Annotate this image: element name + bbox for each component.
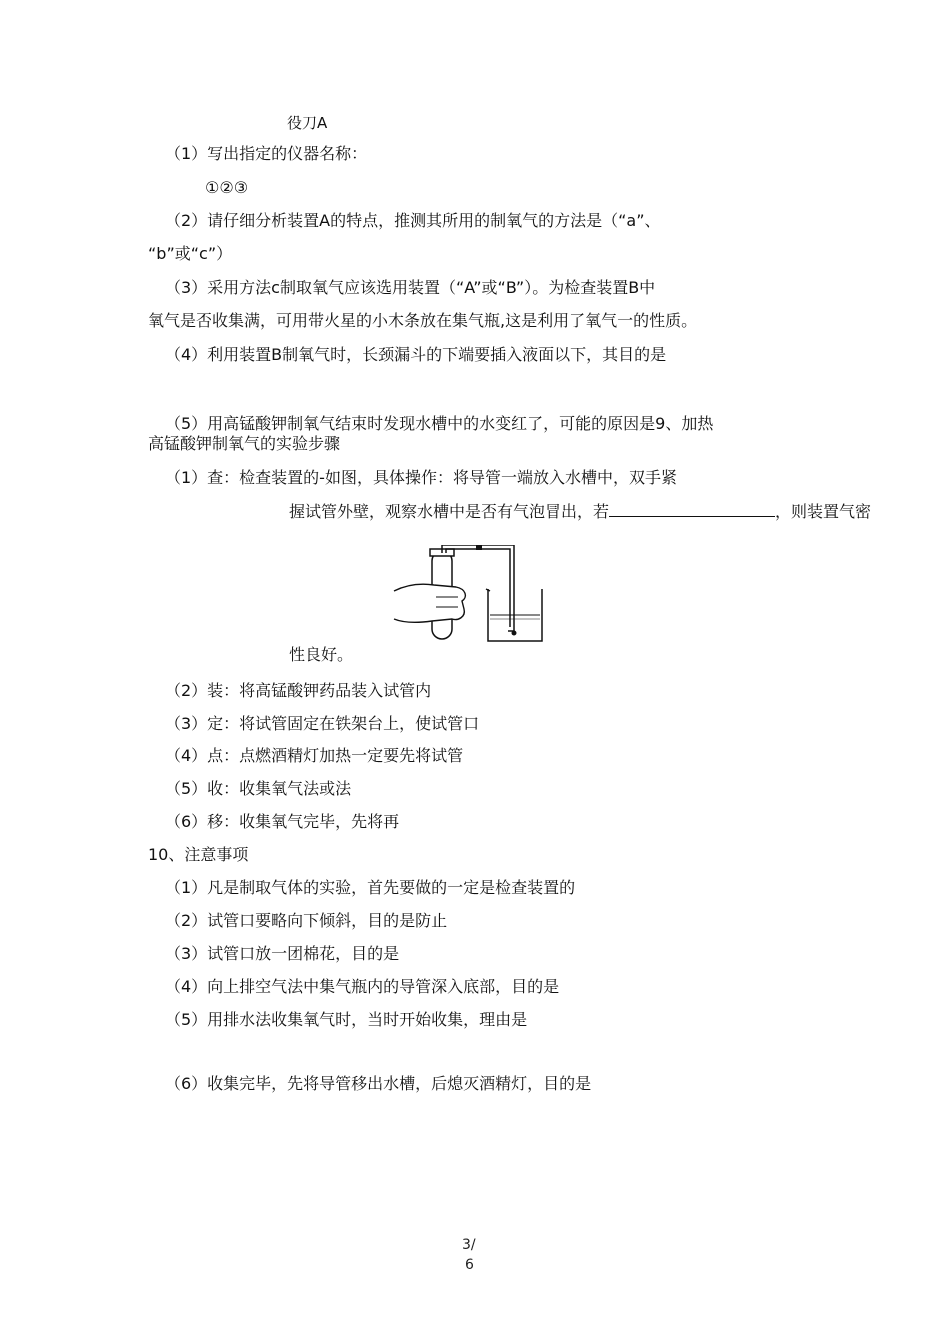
- step-line: （2）装：将高锰酸钾药品装入试管内: [165, 681, 432, 700]
- question-line: “b”或“c”）: [148, 244, 233, 263]
- step-line: （5）收：收集氧气法或法: [165, 779, 352, 798]
- airtightness-check-figure: [392, 545, 550, 645]
- question-line: （3）采用方法c制取氧气应该选用装置（“A”或“B”）。为检查装置B中: [165, 278, 656, 297]
- question-line: （2）请仔细分析装置A的特点，推测其所用的制氧气的方法是（“a”、: [165, 211, 661, 230]
- step-line: （1）查：检查装置的-如图，具体操作：将导管一端放入水槽中，双手紧: [165, 468, 677, 487]
- figure-caption: 役刀A: [287, 114, 328, 132]
- note-line: （4）向上排空气法中集气瓶内的导管深入底部，目的是: [165, 977, 560, 996]
- question-line: 氧气是否收集满，可用带火星的小木条放在集气瓶,这是利用了氧气一的性质。: [148, 311, 698, 330]
- note-line: （2）试管口要略向下倾斜，目的是防止: [165, 911, 448, 930]
- section-heading: 10、注意事项: [148, 845, 249, 864]
- step-line: 性良好。: [289, 645, 354, 664]
- step-text-tail: ，则装置气密: [775, 502, 872, 521]
- question-line: ①②③: [205, 178, 249, 197]
- step-text: 握试管外壁，观察水槽中是否有气泡冒出，若: [289, 502, 610, 521]
- question-line: （1）写出指定的仪器名称：: [165, 144, 368, 163]
- question-line: （4）利用装置B制氧气时，长颈漏斗的下端要插入液面以下，其目的是: [165, 345, 667, 364]
- step-line: （4）点：点燃酒精灯加热一定要先将试管: [165, 746, 464, 765]
- question-line: 高锰酸钾制氧气的实验步骤: [148, 434, 341, 453]
- step-line-with-blank: [289, 502, 871, 522]
- page-number-bottom: 6: [465, 1257, 474, 1273]
- fill-in-blank: [609, 502, 775, 517]
- note-line: （3）试管口放一团棉花，目的是: [165, 944, 400, 963]
- page-number-top: 3/: [462, 1237, 476, 1253]
- note-line: （1）凡是制取气体的实验，首先要做的一定是检查装置的: [165, 878, 576, 897]
- question-line: （5）用高锰酸钾制氧气结束时发现水槽中的水变红了，可能的原因是9、加热: [165, 414, 714, 433]
- note-line: （5）用排水法收集氧气时，当时开始收集，理由是: [165, 1010, 528, 1029]
- step-line: （6）移：收集氧气完毕，先将再: [165, 812, 400, 831]
- step-line: （3）定：将试管固定在铁架台上，使试管口: [165, 714, 480, 733]
- note-line: （6）收集完毕，先将导管移出水槽，后熄灭酒精灯，目的是: [165, 1074, 592, 1093]
